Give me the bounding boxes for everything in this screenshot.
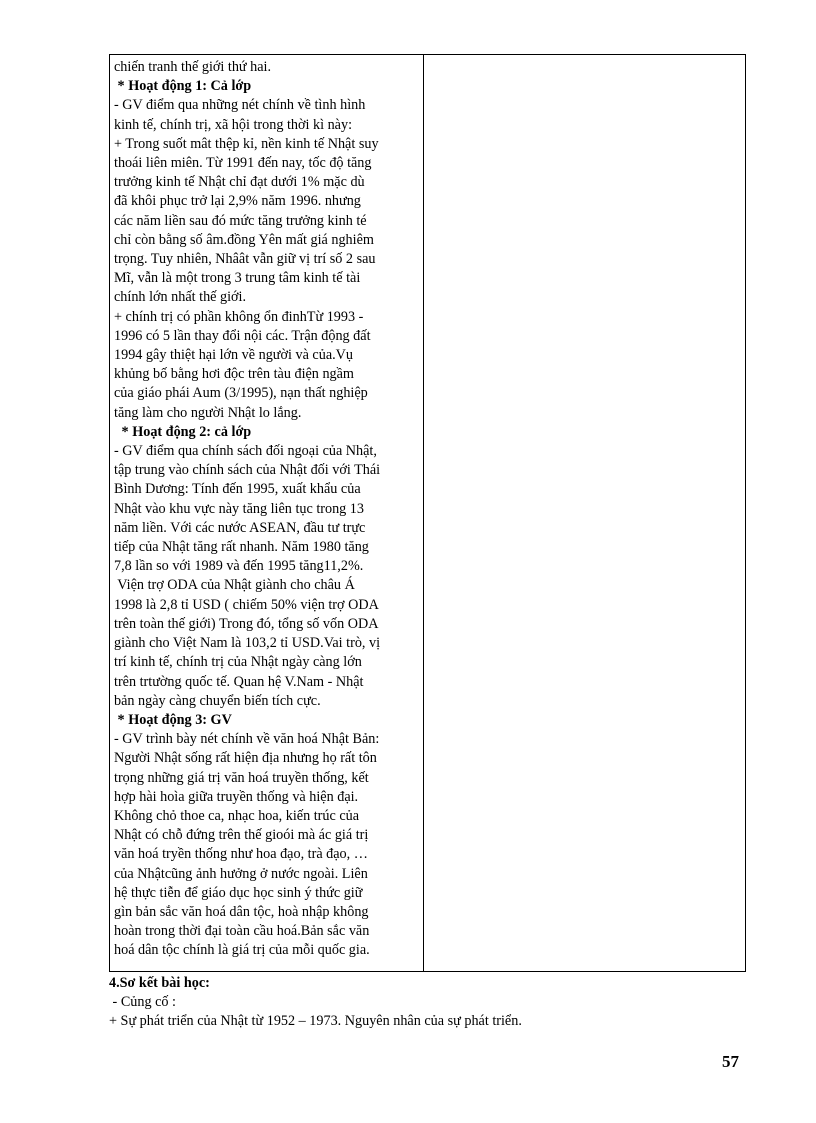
- text-line: thoái liên miên. Từ 1991 đến nay, tốc độ tăng: [114, 155, 372, 172]
- notes-column: [424, 55, 745, 971]
- activity-heading: * Hoạt động 3: GV: [114, 711, 232, 728]
- text-line: tiếp của Nhật tăng rất nhanh. Năm 1980 tăng: [114, 539, 369, 556]
- text-line: + chính trị có phần không ổn đinhTừ 1993 -: [114, 308, 364, 325]
- text-line: Không chỏ thoe ca, nhạc hoa, kiến trúc của: [114, 807, 360, 824]
- summary-heading: 4.Sơ kết bài học:: [109, 975, 210, 991]
- text-line: trên toàn thế giới) Trong đó, tổng số vốn ODA: [114, 615, 379, 632]
- text-line: 7,8 lần so với 1989 và đến 1995 tăng11,2%.: [114, 558, 364, 575]
- text-line: Viện trợ ODA của Nhật giành cho châu Á: [114, 577, 355, 594]
- text-line: kinh tế, chính trị, xã hội trong thời kì này:: [114, 116, 353, 133]
- text-line: 1994 gây thiệt hại lớn về người và của.Vụ: [114, 347, 353, 364]
- text-line: 1996 có 5 lần thay đổi nội các. Trận động đất: [114, 327, 371, 344]
- text-line: 1998 là 2,8 tỉ USD ( chiếm 50% viện trợ ODA: [114, 596, 379, 613]
- text-line: - GV trình bày nét chính về văn hoá Nhật Bản:: [114, 731, 380, 748]
- text-line: của Nhậtcũng ảnh hưởng ở nước ngoài. Liên: [114, 865, 368, 882]
- text-line: Người Nhật sống rất hiện địa nhưng họ rất tôn: [114, 750, 377, 767]
- text-line: trí kinh tế, chính trị của Nhật ngày càng lớn: [114, 654, 362, 671]
- text-line: - GV điểm qua chính sách đối ngoại của Nhật,: [114, 443, 377, 460]
- text-line: Nhật vào khu vực này tăng liên tục trong 13: [114, 500, 364, 517]
- text-line: hợp hài hoìa giữa truyền thống và hiện đại.: [114, 788, 359, 805]
- text-line: trên trtường quốc tế. Quan hệ V.Nam - Nhật: [114, 673, 364, 690]
- text-line: trọng những giá trị văn hoá truyền thống, kết: [114, 769, 369, 786]
- text-line: các năm liền sau đó mức tăng trưởng kinh té: [114, 212, 367, 229]
- text-line: - GV điểm qua những nét chính về tình hình: [114, 97, 366, 114]
- text-line: chỉ còn bằng số âm.đồng Yên mất giá nghiêm: [114, 231, 374, 248]
- summary-line-consolidate: - Củng cố :: [109, 994, 176, 1010]
- lesson-table: [109, 54, 746, 972]
- text-line: gìn bản sắc văn hoá dân tộc, hoà nhập không: [114, 903, 369, 920]
- summary-section: [109, 974, 746, 1031]
- text-line: + Trong suốt mât thệp kỉ, nền kinh tế Nhật suy: [114, 135, 379, 152]
- text-line: hoá dân tộc chính là giá trị của mỗi quốc gia.: [114, 942, 370, 959]
- text-line: trưởng kinh tế Nhật chỉ đạt dưới 1% mặc dù: [114, 174, 365, 191]
- text-line: trọng. Tuy nhiên, Nhâât vẫn giữ vị trí số 2 sau: [114, 251, 376, 268]
- text-line: đã khôi phục trở lại 2,9% năm 1996. nhưng: [114, 193, 361, 210]
- text-line: tập trung vào chính sách của Nhật đối với Thái: [114, 462, 381, 479]
- text-line: chiến tranh thế giới thứ hai.: [114, 59, 272, 75]
- text-line: tăng làm cho người Nhật lo lắng.: [114, 404, 302, 421]
- text-line: Mĩ, vẫn là một trong 3 trung tâm kinh tế tài: [114, 270, 361, 287]
- text-line: hoàn trong thời đại toàn cầu hoá.Bản sắc văn: [114, 923, 370, 940]
- text-line: văn hoá tryền thống như hoa đạo, trà đạo, …: [114, 846, 368, 863]
- activity-heading: * Hoạt động 2: cả lớp: [118, 423, 252, 440]
- text-line: giành cho Việt Nam là 103,2 tỉ USD.Vai trò, vị: [114, 635, 381, 652]
- text-line: năm liền. Với các nước ASEAN, đầu tư trực: [114, 519, 366, 536]
- text-line: Bình Dương: Tính đến 1995, xuất khẩu của: [114, 481, 361, 498]
- activities-column: [110, 55, 424, 971]
- text-line: chính lớn nhất thế giới.: [114, 289, 247, 306]
- page-number: 57: [722, 1052, 739, 1071]
- text-line: khủng bố bằng hơi độc trên tàu điện ngầm: [114, 366, 354, 383]
- activity-heading: * Hoạt động 1: Cả lớp: [114, 78, 252, 95]
- text-line: bản ngày càng chuyển biến tích cực.: [114, 692, 321, 709]
- summary-line-development: + Sự phát triển của Nhật từ 1952 – 1973. Nguyên nhân của sự phát triển.: [109, 1013, 522, 1029]
- text-line: Nhật có chỗ đứng trên thế gioói mà ác giá trị: [114, 827, 369, 844]
- text-line: hệ thực tiễn để giáo dục học sinh ý thức giữ: [114, 884, 363, 901]
- text-line: của giáo phái Aum (3/1995), nạn thất nghiệp: [114, 385, 368, 402]
